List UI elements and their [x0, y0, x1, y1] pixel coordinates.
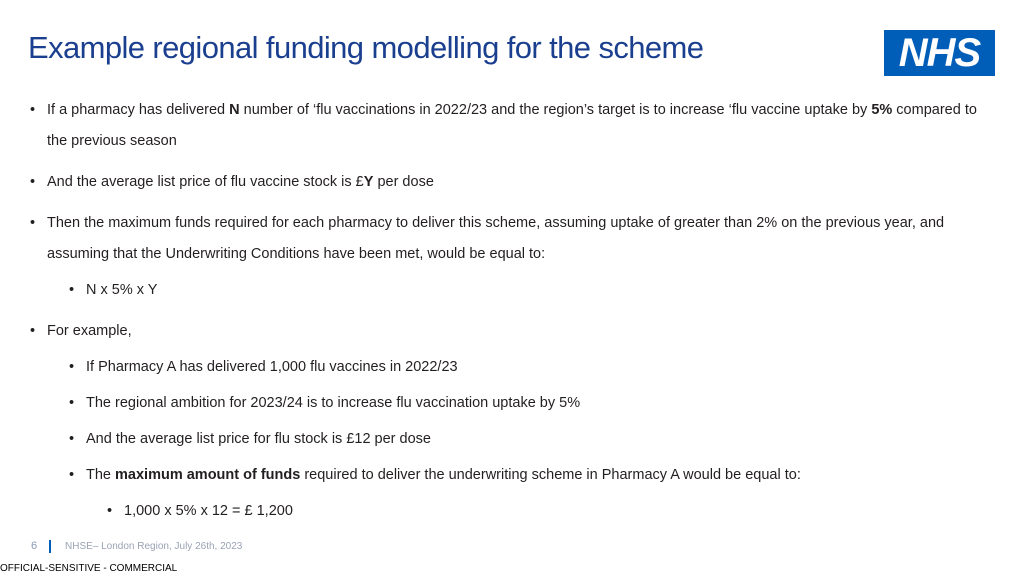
bullet-bold-text: N — [229, 102, 240, 118]
bullet-text: compared to the previous season — [47, 102, 977, 149]
bullet-maximum-funds: • Then the maximum funds required for each pharmacy to deliver this scheme, assuming uptake of greater than 2% on the previous year, and assuming that the Underwriting Conditions have been met, would be equal to: — [47, 208, 997, 270]
page-number: 6 — [31, 540, 38, 552]
nhs-logo-text: NHS — [898, 31, 981, 75]
bullet-example-delivered: • If Pharmacy A has delivered 1,000 flu vaccines in 2022/23 — [86, 352, 986, 383]
bullet-text: number of ‘flu vaccinations in 2022/23 and the region’s target is to increase ‘flu vaccine uptake by — [239, 102, 872, 118]
bullet-bold-text: 5% — [871, 102, 893, 118]
bullet-formula: • N x 5% x Y — [86, 275, 986, 306]
bullet-text: The — [86, 467, 116, 483]
bullet-text: per dose — [373, 174, 434, 190]
bullet-text: If a pharmacy has delivered — [47, 102, 230, 118]
bullet-for-example: • For example, — [47, 316, 997, 347]
bullet-example-ambition: • The regional ambition for 2023/24 is to increase flu vaccination uptake by 5% — [86, 388, 986, 419]
bullet-text: And the average list price of flu vaccine stock is £ — [47, 174, 364, 190]
bullet-average-list-price — [47, 167, 997, 198]
bullet-bold-text: maximum amount of funds — [115, 467, 301, 483]
bullet-example-calculation: • 1,000 x 5% x 12 = £ 1,200 — [124, 496, 984, 527]
bullet-example-max-funds — [86, 460, 986, 491]
page-title: Example regional funding modelling for the scheme — [28, 30, 704, 65]
bullet-example-price: • And the average list price for flu stock is £12 per dose — [86, 424, 986, 455]
footer-divider — [49, 540, 51, 553]
bullet-pharmacy-delivered — [47, 95, 997, 157]
bullet-bold-text: Y — [363, 174, 374, 190]
nhs-logo — [884, 30, 995, 76]
classification-label: OFFICIAL-SENSITIVE - COMMERCIAL — [0, 563, 178, 574]
footer-text: NHSE– London Region, July 26th, 2023 — [65, 541, 243, 552]
bullet-text: required to deliver the underwriting scheme in Pharmacy A would be equal to: — [300, 467, 801, 483]
